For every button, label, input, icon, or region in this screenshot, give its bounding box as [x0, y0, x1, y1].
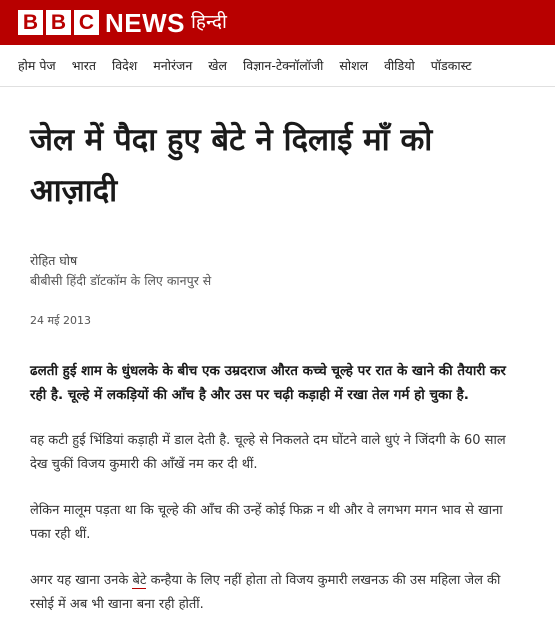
- nav-item-podcast[interactable]: पॉडकास्ट: [430, 58, 472, 73]
- nav-item-sport[interactable]: खेल: [208, 58, 227, 73]
- paragraph-text: कन्हैया के लिए नहीं होता तो विजय कुमारी लखनऊ की उस महिला जेल की रसोई में अब भी खाना बना रही होतीं.: [30, 573, 501, 612]
- article-paragraph: लेकिन मालूम पड़ता था कि चूल्हे की आँच की उन्हें कोई फिक्र न थी और वे लगभग मगन भाव से खाना पका रही थीं.: [30, 503, 503, 542]
- byline: [30, 251, 525, 291]
- author-name: रोहित घोष: [30, 253, 78, 268]
- bbc-logo-block: B: [18, 10, 43, 35]
- language-label[interactable]: हिन्दी: [191, 11, 227, 33]
- nav-item-video[interactable]: वीडियो: [384, 58, 415, 73]
- bbc-logo-block: C: [74, 10, 99, 35]
- bbc-logo-block: B: [46, 10, 71, 35]
- nav-item-entertainment[interactable]: मनोरंजन: [153, 58, 193, 73]
- main-nav: [0, 45, 555, 87]
- article-paragraph: वह कटी हुई भिंडियां कड़ाही में डाल देती है. चूल्हे से निकलते दम घोंटने वाले धुएं ने जिंदगी के 60 साल देख चुकीं विजय कुमारी की आँखें नम कर दी थीं.: [30, 433, 506, 472]
- son-link[interactable]: बेटे: [132, 573, 147, 588]
- article-paragraph: [30, 569, 525, 617]
- nav-item-international[interactable]: विदेश: [111, 58, 138, 73]
- author-role: बीबीसी हिंदी डॉटकॉम के लिए कानपुर से: [30, 273, 212, 288]
- article-headline: जेल में पैदा हुए बेटे ने दिलाई माँ को आज़ादी: [30, 122, 433, 209]
- article: [0, 115, 555, 617]
- paragraph-text: अगर यह खाना उनके: [30, 573, 133, 588]
- nav-item-india[interactable]: भारत: [71, 58, 96, 73]
- masthead: [0, 0, 555, 45]
- publish-date: 24 मई 2013: [30, 314, 91, 327]
- nav-item-home[interactable]: होम पेज: [18, 58, 56, 73]
- nav-item-social[interactable]: सोशल: [339, 58, 369, 73]
- article-summary: ढलती हुई शाम के धुंधलके के बीच एक उम्रदराज औरत कच्चे चूल्हे पर रात के खाने की तैयारी कर रही है. चूल्हे में लकड़ियों की आँच है और उस पर चढ़ी कड़ाही में रखा तेल गर्म हो चुका है.: [30, 363, 506, 403]
- bbc-logo[interactable]: [18, 10, 99, 35]
- nav-item-science-tech[interactable]: विज्ञान-टेक्नॉलॉजी: [242, 58, 324, 73]
- news-wordmark[interactable]: NEWS: [105, 7, 185, 38]
